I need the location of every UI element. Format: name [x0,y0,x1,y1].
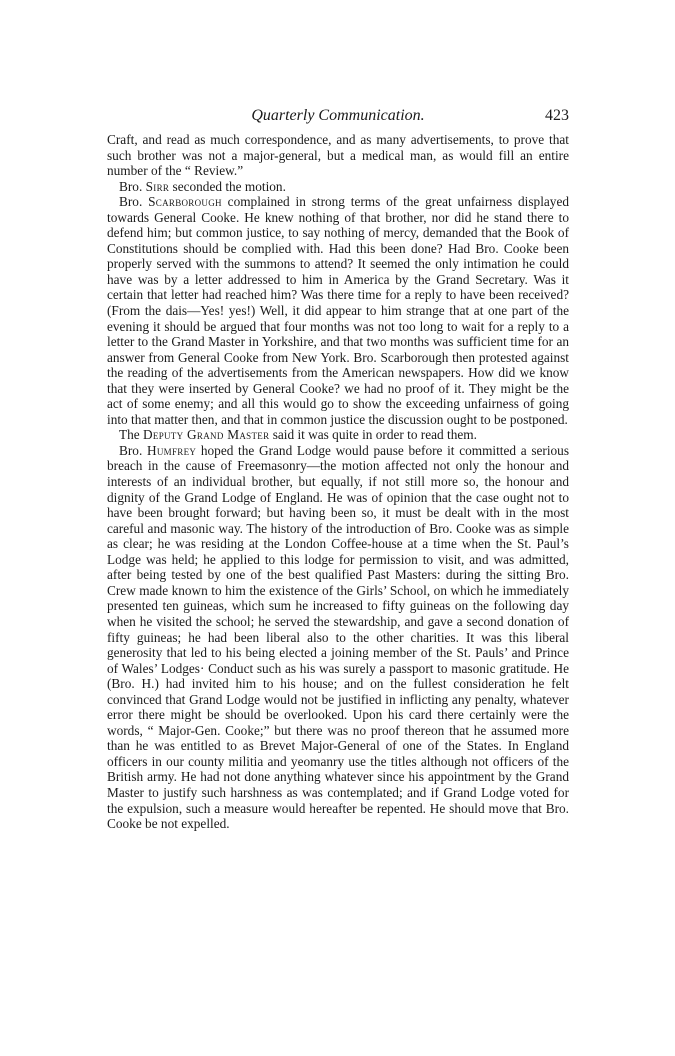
running-title: Quarterly Communication. [251,107,425,124]
paragraph-scarborough [107,194,569,427]
paragraph-prefix: Bro. [119,194,149,210]
paragraph-humfrey [107,443,569,832]
speaker-name: Humfrey [146,442,197,458]
speaker-name: Deputy Grand Master [143,427,270,443]
body-text [107,132,569,832]
paragraph-text: said it was quite in order to read them. [269,427,477,443]
paragraph-deputy-grand-master [107,427,569,443]
paragraph-text: hoped the Grand Lodge would pause before it committed a serious breach in the cause of Freemasonry—the motion affected not only the honour and interests of an individual brother, but equally, if not still more so, the honour and dignity of the Grand Lodge of England. He was of opinion that the case ought not to have been brought forward; but having been so, it must be dealt with in the most careful and masonic way. The history of the introduction of Bro. Cooke was as simple as clear; he was residing at the London Coffee-house at a time when the St. Paul’s Lodge was held; he applied to this lodge for permission to visit, and was admitted, after being tested by one of the best qualified Past Masters: during the sitting Bro. Crew made known to him the existence of the Girls’ School, on which he immediately presented ten guineas, which sum he increased to fifty guineas on the following day when he visited the school; he served the stewardship, and gave a second donation of fifty guineas; he had been liberal also to the other charities. It was this liberal generosity that led to his being elected a joining member of the St. Pauls’ and Prince of Wales’ Lodges· Conduct such as his was surely a passport to masonic gratitude. He (Bro. H.) had invited him to his house; and on the fullest consideration he felt convinced that Grand Lodge would not be justified in inflicting any penalty, whatever error there might be should be overlooked. Upon his card there certainly were the words, “ Major-Gen. Cooke;” but there was no proof thereon that he assumed more than he was entitled to as Brevet Major-General of one of the States. In England officers in our county militia and yeomanry use the titles although not officers of the British army. He had not done anything whatever since his appointment by the Grand Master to justify such harshness as was contemplated; and if Grand Lodge voted for the expulsion, such a measure would hereafter be repented. He should move that Bro. Cooke be not expelled. [107,442,570,832]
paragraph-continuation [107,132,569,179]
speaker-name: Scarborough [148,194,222,210]
running-header [107,104,569,128]
page-number: 423 [545,107,569,124]
paragraph-prefix: The [119,427,143,443]
speaker-name: Sirr [145,178,170,194]
paragraph-text: complained in strong terms of the great unfairness displayed towards General Cooke. He knew nothing of that brother, nor did he stand there to defend him; but common justice, to say nothing of mercy, demanded that the Book of Constitutions should be complied with. Had this been done? Had Bro. Cooke been properly served with the summons to attend? It seemed the only intimation he could have was by a letter addressed to him in America by the Grand Secretary. Was it certain that letter had reached him? Was there time for a reply to have been received? (From the dais—Yes! yes!) Well, it did appear to him strange that at one part of the evening it should be argued that four months was not too long to wait for a reply to a letter to the Grand Master in Yorkshire, and that two months was sufficient time for an answer from General Cooke from New York. Bro. Scarborough then protested against the reading of the advertisements from the American newspapers. How did we know that they were inserted by General Cooke? we had no proof of it. They might be the act of some enemy; and all this would go to show the exceeding unfairness of going into that matter then, and that in common justice the discussion ought to be postponed. [107,194,569,427]
paragraph-text: Craft, and read as much correspondence, and as many advertisements, to prove that such brother was not a major-general, but a medical man, as would fill an entire number of the “ Review.” [107,132,569,179]
paragraph-sirr [107,179,569,195]
paragraph-prefix: Bro. [119,442,147,458]
paragraph-text: seconded the motion. [169,178,286,194]
paragraph-prefix: Bro. [119,178,146,194]
